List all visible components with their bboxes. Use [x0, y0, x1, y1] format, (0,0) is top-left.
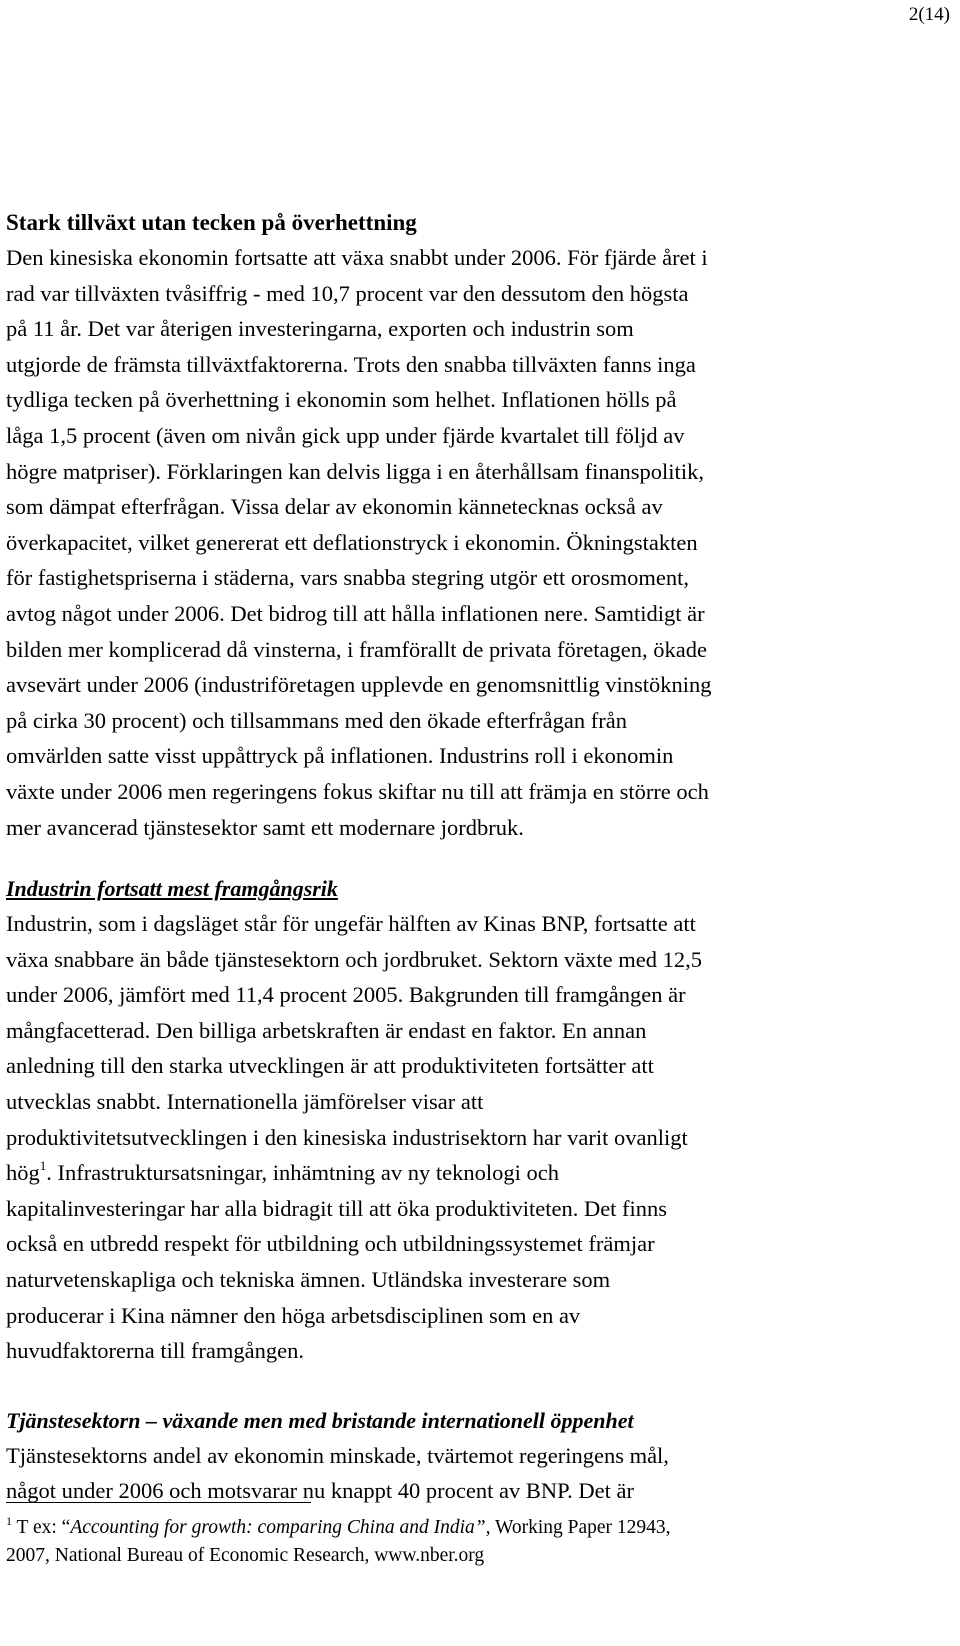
text-line: för fastighetspriserna i städerna, vars snabba stegring utgör ett orosmoment, [6, 565, 689, 591]
text-line: mer avancerad tjänstesektor samt ett modernare jordbruk. [6, 814, 524, 840]
text-line: tydliga tecken på överhettning i ekonomin som helhet. Inflationen hölls på [6, 387, 677, 413]
section-heading-growth: Stark tillväxt utan tecken på överhettning [6, 210, 417, 235]
text-line: som dämpat efterfrågan. Vissa delar av ekonomin kännetecknas också av [6, 494, 663, 520]
text-line: produktivitetsutvecklingen i den kinesiska industrisektorn har varit ovanligt [6, 1124, 688, 1150]
section-heading-industry: Industrin fortsatt mest framgångsrik [6, 876, 338, 902]
footnote-title: Accounting for growth: comparing China and India”, [70, 1517, 491, 1538]
footnote-number: 1 [6, 1514, 12, 1528]
text-line: överkapacitet, vilket genererat ett deflationstryck i ekonomin. Ökningstakten [6, 529, 698, 555]
text-line: växte under 2006 men regeringens fokus skiftar nu till att främja en större och [6, 778, 709, 804]
text-line: kapitalinvesteringar har alla bidragit till att öka produktiviteten. Det finns [6, 1195, 668, 1221]
text-line: också en utbredd respekt för utbildning och utbildningssystemet främjar [6, 1231, 655, 1257]
text-fragment: . Infrastruktursatsningar, inhämtning av ny teknologi och [46, 1160, 559, 1186]
paragraph-growth [6, 240, 806, 845]
footnote-suffix: Working Paper 12943, [490, 1517, 671, 1538]
text-line: avsevärt under 2006 (industriföretagen upplevde en genomsnittlig vinstökning [6, 672, 712, 698]
text-line: bilden mer komplicerad då vinsterna, i framförallt de privata företagen, ökade [6, 636, 707, 662]
footnote-divider [6, 1502, 311, 1503]
footnote-reference: 1 [39, 1158, 47, 1174]
text-line: växa snabbare än både tjänstesektorn och jordbruket. Sektorn växte med 12,5 [6, 946, 703, 972]
text-line: låga 1,5 procent (även om nivån gick upp under fjärde kvartalet till följd av [6, 422, 685, 448]
text-line: högre matpriser). Förklaringen kan delvis ligga i en återhållsam finanspolitik, [6, 458, 704, 484]
text-line: Industrin, som i dagsläget står för ungefär hälften av Kinas BNP, fortsatte att [6, 911, 696, 937]
text-line: mångfacetterad. Den billiga arbetskraften är endast en faktor. En annan [6, 1017, 647, 1043]
paragraph-industry [6, 906, 806, 1369]
paragraph-services [6, 1438, 806, 1509]
footnote-prefix: T ex: “ [12, 1517, 71, 1538]
footnote-line [6, 1514, 906, 1542]
text-line: något under 2006 och motsvarar nu knappt 40 procent av BNP. Det är [6, 1478, 634, 1504]
text-line: rad var tillväxten tvåsiffrig - med 10,7 procent var den dessutom den högsta [6, 280, 689, 306]
text-line-with-footnote [6, 1155, 806, 1191]
text-line: producerar i Kina nämner den höga arbetsdisciplinen som en av [6, 1302, 581, 1328]
text-line: huvudfaktorerna till framgången. [6, 1338, 305, 1364]
text-line: Den kinesiska ekonomin fortsatte att växa snabbt under 2006. För fjärde året i [6, 245, 708, 270]
document-body [6, 205, 806, 1509]
text-line: utgjorde de främsta tillväxtfaktorerna. Trots den snabba tillväxten fanns inga [6, 351, 696, 377]
text-line: utvecklas snabbt. Internationella jämförelser visar att [6, 1089, 484, 1115]
section-heading-services: Tjänstesektorn – växande men med bristande internationell öppenhet [6, 1407, 634, 1433]
text-line: avtog något under 2006. Det bidrog till att hålla inflationen nere. Samtidigt är [6, 600, 705, 626]
footnote-source: 2007, National Bureau of Economic Research, www.nber.org [6, 1545, 485, 1566]
text-line: på 11 år. Det var återigen investeringarna, exporten och industrin som [6, 316, 634, 342]
text-line: naturvetenskapliga och tekniska ämnen. Utländska investerare som [6, 1267, 611, 1293]
footnote [6, 1514, 906, 1570]
text-line: under 2006, jämfört med 11,4 procent 2005. Bakgrunden till framgången är [6, 982, 686, 1008]
page-number: 2(14) [908, 4, 950, 25]
text-fragment: hög [6, 1160, 40, 1186]
text-line: på cirka 30 procent) och tillsammans med den ökade efterfrågan från [6, 707, 627, 733]
text-line: anledning till den starka utvecklingen är att produktiviteten fortsätter att [6, 1053, 654, 1079]
text-line: Tjänstesektorns andel av ekonomin minskade, tvärtemot regeringens mål, [6, 1442, 669, 1468]
text-line: omvärlden satte visst uppåttryck på inflationen. Industrins roll i ekonomin [6, 743, 674, 769]
